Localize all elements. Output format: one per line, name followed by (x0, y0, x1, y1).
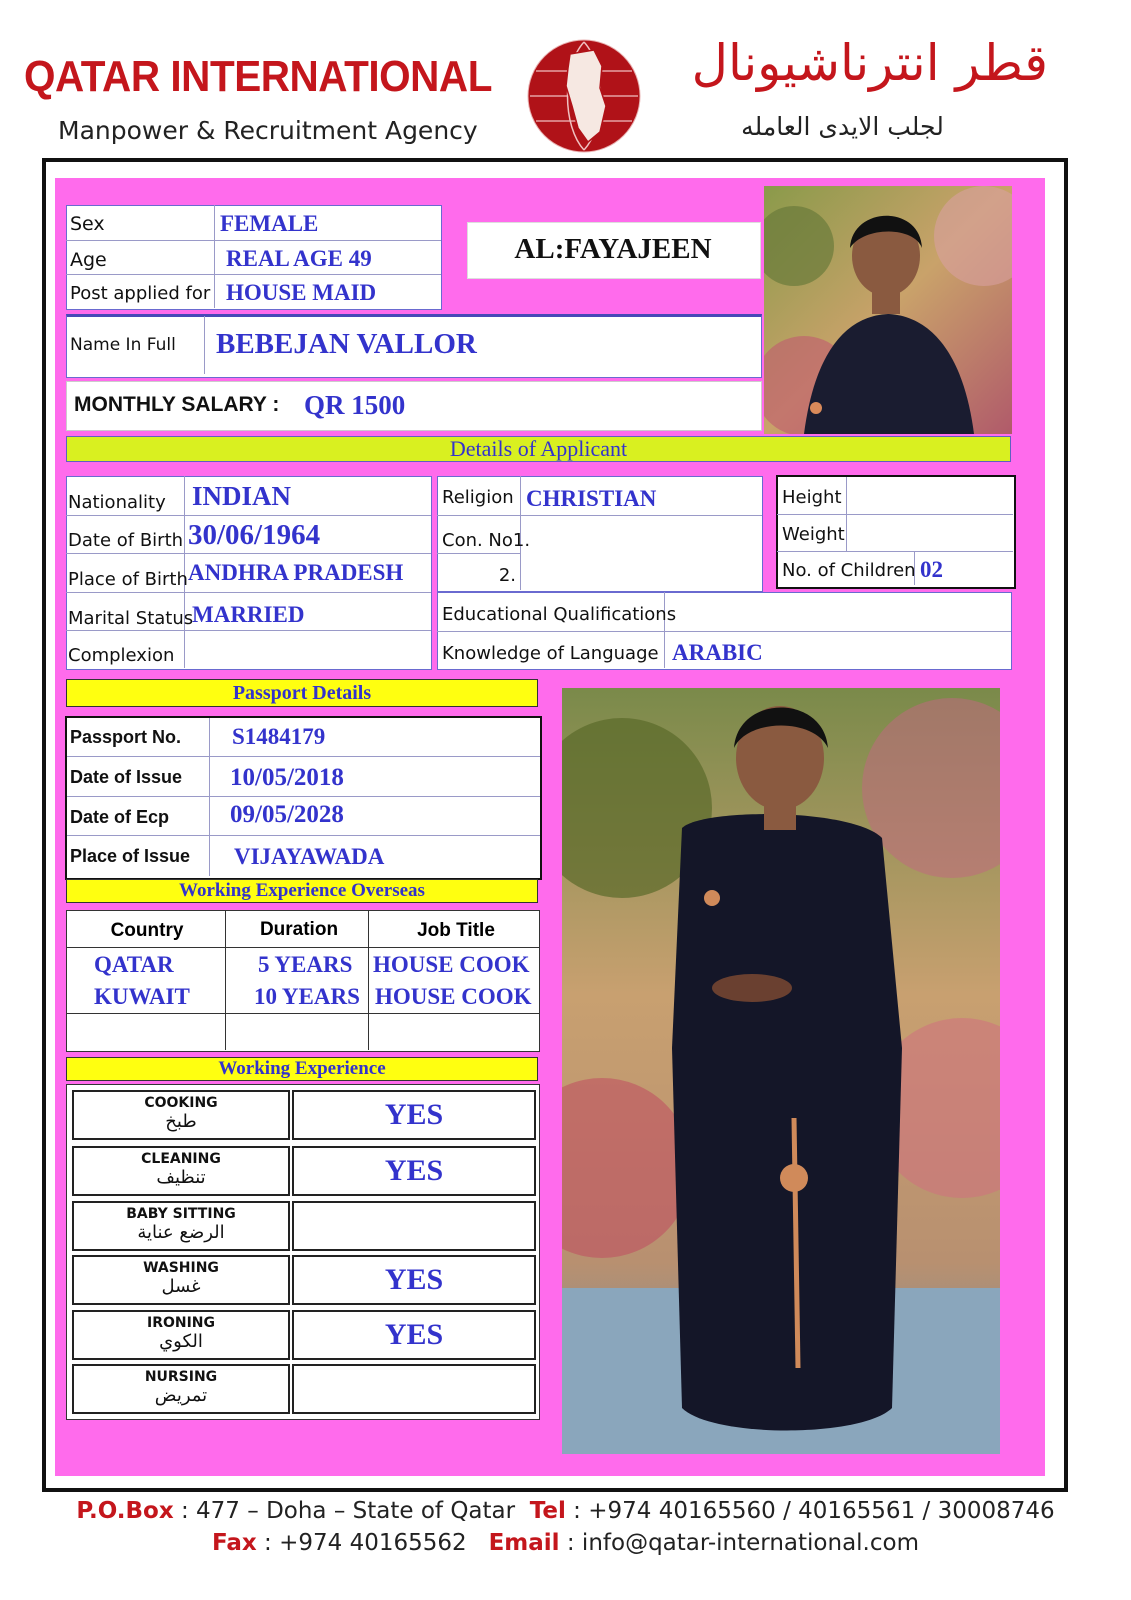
skill-cleaning (72, 1146, 290, 1196)
fax-label: Fax (212, 1530, 257, 1556)
children-label: No. of Children (782, 559, 916, 581)
skill-nursing-value (292, 1364, 536, 1414)
nationality-label: Nationality (68, 491, 166, 513)
skill-babysitting-en: BABY SITTING (126, 1206, 236, 1222)
issue-place-value: VIJAYAWADA (234, 844, 385, 869)
footer-line2 (0, 1530, 1131, 1556)
language-label: Knowledge of Language (442, 642, 659, 664)
skill-nursing-ar: تمريض (154, 1385, 208, 1406)
name-value: BEBEJAN VALLOR (216, 327, 477, 360)
sex-label: Sex (70, 213, 105, 235)
overseas-row1-duration: 5 YEARS (258, 952, 353, 977)
complexion-value (188, 632, 192, 668)
overseas-header-country: Country (110, 920, 184, 941)
skill-ironing-en: IRONING (146, 1315, 216, 1331)
dob-value: 30/06/1964 (188, 518, 321, 551)
passport-heading: Passport Details (66, 679, 538, 707)
skill-washing-ar: غسل (161, 1276, 201, 1297)
skill-cleaning-value: YES (292, 1146, 536, 1196)
post-label: Post applied for (70, 282, 211, 304)
email-value: : info@qatar-international.com (566, 1530, 919, 1556)
overseas-header-job: Job Title (417, 920, 495, 941)
complexion-label: Complexion (68, 644, 175, 666)
skill-cleaning-ar: تنظيف (156, 1167, 206, 1188)
skill-washing-value: YES (292, 1255, 536, 1305)
weight-label: Weight (782, 523, 845, 545)
skill-babysitting-ar: الرضع عناية (137, 1222, 225, 1243)
skill-cooking (72, 1090, 290, 1140)
skill-nursing (72, 1364, 290, 1414)
tel-label: Tel (529, 1498, 566, 1524)
religion-label: Religion (442, 486, 514, 508)
skill-ironing-value: YES (292, 1310, 536, 1360)
skill-babysitting (72, 1201, 290, 1251)
name-label: Name In Full (70, 335, 176, 355)
children-value: 02 (920, 557, 943, 582)
globe-logo (522, 36, 646, 156)
brand-tagline-en: Manpower & Recruitment Agency (58, 116, 478, 145)
salary-value: QR 1500 (304, 389, 406, 420)
overseas-header-duration: Duration (259, 919, 339, 940)
pob-value: ANDHRA PRADESH (188, 560, 404, 585)
marital-label: Marital Status (68, 607, 194, 629)
overseas-heading: Working Experience Overseas (66, 879, 538, 903)
salary-label: MONTHLY SALARY : (74, 393, 280, 416)
overseas-row2-job: HOUSE COOK (375, 984, 532, 1009)
tel-value: : +974 40165560 / 40165561 / 30008746 (573, 1498, 1055, 1524)
skill-cooking-ar: طبخ (165, 1111, 197, 1132)
brand-title-en: QATAR INTERNATIONAL (24, 52, 492, 101)
post-value: HOUSE MAID (226, 280, 377, 305)
skill-washing-en: WASHING (143, 1260, 219, 1276)
email-label: Email (488, 1530, 560, 1556)
overseas-row2-duration: 10 YEARS (254, 984, 360, 1009)
skill-washing (72, 1255, 290, 1305)
passport-no-label: Passport No. (70, 726, 182, 747)
contact1-label: Con. No1. (442, 529, 531, 551)
age-label: Age (70, 249, 107, 271)
passport-no-value: S1484179 (232, 724, 326, 749)
overseas-row1-country: QATAR (94, 952, 174, 977)
expiry-date-label: Date of Ecp (70, 806, 170, 827)
language-value: ARABIC (672, 640, 763, 665)
skill-nursing-en: NURSING (144, 1369, 218, 1385)
skill-cleaning-en: CLEANING (141, 1151, 221, 1167)
skill-babysitting-value (292, 1201, 536, 1251)
sex-value: FEMALE (220, 211, 319, 236)
pobox-label: P.O.Box (76, 1498, 174, 1524)
skill-ironing-ar: الكوي (159, 1331, 203, 1352)
education-label: Educational Qualifications (442, 603, 677, 625)
dob-label: Date of Birth (68, 529, 184, 551)
applicant-full-photo (562, 688, 1000, 1454)
age-value: REAL AGE 49 (226, 246, 372, 271)
pobox-value: : 477 – Doha – State of Qatar (180, 1498, 516, 1524)
details-heading: Details of Applicant (66, 436, 1011, 462)
expiry-date-value: 09/05/2028 (230, 801, 344, 828)
marital-value: MARRIED (192, 602, 305, 627)
ref-code: AL:FAYAJEEN (514, 233, 712, 265)
skill-cooking-value: YES (292, 1090, 536, 1140)
skill-cooking-en: COOKING (144, 1095, 218, 1111)
issue-place-label: Place of Issue (70, 845, 191, 866)
applicant-portrait (764, 186, 1012, 434)
overseas-row2-country: KUWAIT (94, 984, 190, 1009)
brand-title-ar: قطر انترناشيونال (691, 34, 1048, 92)
footer-line1 (0, 1498, 1131, 1524)
issue-date-label: Date of Issue (70, 766, 183, 787)
skill-ironing (72, 1310, 290, 1360)
experience-heading: Working Experience (66, 1057, 538, 1081)
religion-value: CHRISTIAN (526, 486, 657, 511)
contact2-label: 2. (498, 564, 516, 586)
brand-tagline-ar: لجلب الايدى العامله (741, 112, 944, 141)
overseas-row1-job: HOUSE COOK (373, 952, 530, 977)
height-label: Height (782, 486, 842, 508)
pob-label: Place of Birth (68, 568, 188, 590)
nationality-value: INDIAN (192, 480, 292, 511)
fax-value: : +974 40165562 (264, 1530, 467, 1556)
issue-date-value: 10/05/2018 (230, 764, 344, 791)
